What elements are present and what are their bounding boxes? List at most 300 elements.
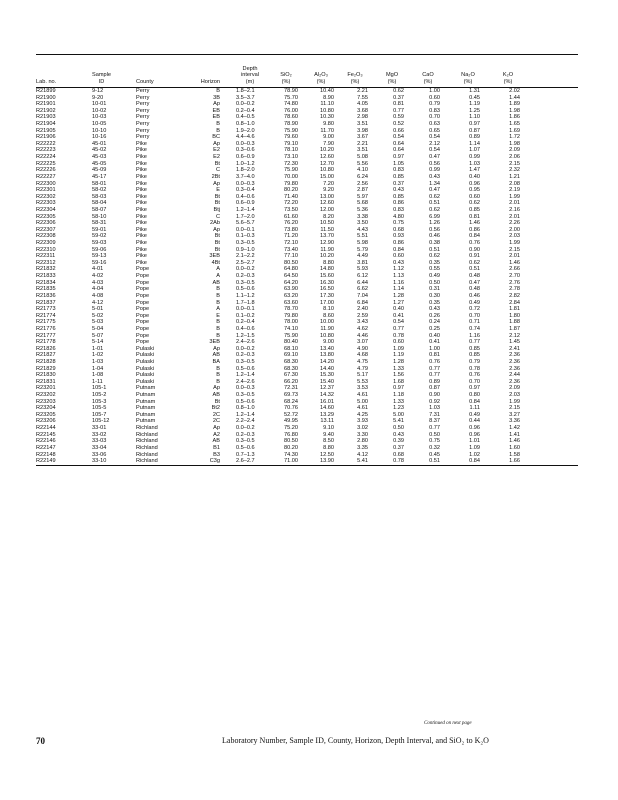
cell-depth: 0.4–0.6 [236, 193, 255, 200]
table-row [36, 313, 578, 320]
cell-mgo: 0.59 [393, 114, 404, 121]
page-number: 70 [36, 736, 45, 746]
continued-note: Continued on next page [424, 721, 472, 726]
cell-sio2: 73.50 [284, 206, 298, 213]
cell-sio2: 74.80 [284, 101, 298, 108]
cell-al2o3: 10.50 [320, 220, 334, 227]
cell-k2o: 2.12 [509, 332, 520, 339]
cell-lab-no: R21902 [36, 107, 56, 114]
cell-depth: 0.3–0.5 [236, 358, 255, 365]
cell-county: Richland [136, 451, 158, 458]
cell-mgo: 0.77 [393, 107, 404, 114]
cell-cao: 0.55 [429, 266, 440, 273]
cell-na2o: 0.62 [469, 259, 480, 266]
cell-sample-id: 45-05 [92, 160, 107, 167]
cell-na2o: 0.84 [469, 233, 480, 240]
cell-lab-no: R21833 [36, 273, 56, 280]
cell-cao: 0.77 [429, 372, 440, 379]
table-row [36, 207, 578, 214]
cell-sample-id: 10-05 [92, 121, 107, 128]
cell-na2o: 0.62 [469, 200, 480, 207]
cell-sample-id: 5-07 [92, 332, 104, 339]
table-row [36, 253, 578, 260]
cell-depth: 0.4–0.6 [236, 325, 255, 332]
cell-al2o3: 9.20 [323, 187, 334, 194]
cell-sample-id: 45-09 [92, 167, 107, 174]
cell-lab-no: R21778 [36, 339, 56, 346]
cell-cao: 0.43 [429, 173, 440, 180]
cell-depth: 1.7–2.0 [236, 213, 255, 220]
table-row [36, 399, 578, 406]
header-county: County [136, 78, 154, 85]
cell-horizon: Bt [214, 398, 220, 405]
cell-k2o: 1.86 [509, 114, 520, 121]
cell-al2o3: 14.20 [320, 358, 334, 365]
cell-county: Pike [136, 173, 147, 180]
cell-sio2: 78.00 [284, 319, 298, 326]
cell-k2o: 1.81 [509, 306, 520, 313]
cell-depth: 0.7–1.3 [236, 451, 255, 458]
cell-cao: 0.51 [429, 200, 440, 207]
cell-cao: 0.65 [429, 127, 440, 134]
cell-mgo: 0.52 [393, 121, 404, 128]
cell-sample-id: 4-04 [92, 286, 104, 293]
cell-horizon: B [216, 332, 220, 339]
cell-lab-no: R21903 [36, 114, 56, 121]
cell-cao: 0.41 [429, 339, 440, 346]
cell-horizon: 3EB [209, 253, 220, 260]
cell-sample-id: 45-17 [92, 173, 107, 180]
cell-cao: 2.12 [429, 140, 440, 147]
cell-depth: 0.3–0.5 [236, 279, 255, 286]
cell-depth: 1.7–1.8 [236, 299, 255, 306]
cell-depth: 0.0–0.2 [236, 266, 255, 273]
cell-lab-no: R22224 [36, 154, 56, 161]
cell-al2o3: 12.50 [320, 451, 334, 458]
cell-depth: 0.3–0.6 [236, 147, 255, 154]
cell-lab-no: R21906 [36, 134, 56, 141]
cell-sample-id: 59-16 [92, 259, 107, 266]
cell-sample-id: 58-04 [92, 200, 107, 207]
cell-k2o: 1.89 [509, 101, 520, 108]
table-row [36, 101, 578, 108]
cell-na2o: 0.48 [469, 273, 480, 280]
cell-cao: 8.37 [429, 418, 440, 425]
cell-k2o: 2.82 [509, 292, 520, 299]
table-row [36, 412, 578, 419]
cell-al2o3: 11.50 [320, 226, 334, 233]
cell-horizon: A [216, 266, 220, 273]
cell-sio2: 66.20 [284, 378, 298, 385]
cell-lab-no: R21827 [36, 352, 56, 359]
cell-na2o: 1.14 [469, 140, 480, 147]
cell-depth: 0.3–0.5 [236, 240, 255, 247]
cell-sio2: 61.60 [284, 213, 298, 220]
cell-fe2o3: 7.04 [357, 292, 368, 299]
cell-horizon: Bt [214, 240, 220, 247]
cell-mgo: 5.00 [393, 411, 404, 418]
cell-county: Pope [136, 286, 150, 293]
cell-county: Pulaski [136, 352, 155, 359]
cell-mgo: 0.40 [393, 306, 404, 313]
cell-cao: 0.89 [429, 378, 440, 385]
cell-cao: 0.79 [429, 101, 440, 108]
cell-k2o: 2.36 [509, 365, 520, 372]
cell-k2o: 2.15 [509, 160, 520, 167]
cell-na2o: 0.81 [469, 213, 480, 220]
cell-cao: 0.51 [429, 458, 440, 465]
cell-depth: 0.1–0.3 [236, 233, 255, 240]
cell-depth: 0.1–0.2 [236, 312, 255, 319]
cell-cao: 0.56 [429, 226, 440, 233]
cell-mgo: 0.78 [393, 332, 404, 339]
cell-fe2o3: 3.50 [357, 220, 368, 227]
cell-depth: 0.8–1.0 [236, 121, 255, 128]
cell-mgo: 0.43 [393, 259, 404, 266]
cell-sio2: 52.72 [284, 411, 298, 418]
cell-al2o3: 8.10 [323, 306, 334, 313]
cell-al2o3: 8.50 [323, 438, 334, 445]
cell-sample-id: 10-10 [92, 127, 107, 134]
cell-sio2: 71.00 [284, 458, 298, 465]
cell-horizon: A [216, 273, 220, 280]
cell-county: Pike [136, 253, 147, 260]
cell-na2o: 0.79 [469, 358, 480, 365]
cell-cao: 7.31 [429, 411, 440, 418]
cell-fe2o3: 6.24 [357, 173, 368, 180]
cell-lab-no: R21830 [36, 372, 56, 379]
cell-lab-no: R21904 [36, 121, 56, 128]
cell-cao: 0.32 [429, 444, 440, 451]
cell-horizon: C [215, 213, 220, 220]
cell-sio2: 64.80 [284, 266, 298, 273]
cell-al2o3: 10.80 [320, 107, 334, 114]
cell-fe2o3: 3.51 [357, 147, 368, 154]
cell-k2o: 1.87 [509, 325, 520, 332]
cell-sio2: 68.10 [284, 345, 298, 352]
cell-k2o: 2.36 [509, 352, 520, 359]
table-row [36, 147, 578, 154]
cell-na2o: 0.74 [469, 325, 480, 332]
cell-mgo: 0.84 [393, 246, 404, 253]
cell-county: Pike [136, 240, 147, 247]
cell-fe2o3: 4.10 [357, 167, 368, 174]
table-row [36, 181, 578, 188]
cell-cao: 0.54 [429, 147, 440, 154]
cell-sample-id: 58-01 [92, 180, 107, 187]
cell-sample-id: 58-03 [92, 193, 107, 200]
cell-cao: 0.81 [429, 352, 440, 359]
cell-mgo: 0.83 [393, 206, 404, 213]
cell-lab-no: R21774 [36, 312, 56, 319]
cell-lab-no: R23203 [36, 398, 56, 405]
cell-cao: 1.03 [429, 405, 440, 412]
cell-horizon: B3 [213, 451, 220, 458]
cell-sample-id: 45-01 [92, 140, 107, 147]
cell-lab-no: R22225 [36, 160, 56, 167]
cell-lab-no: R22300 [36, 180, 56, 187]
cell-sio2: 78.60 [284, 114, 298, 121]
cell-county: Pike [136, 147, 147, 154]
cell-sample-id: 105-1 [92, 385, 107, 392]
cell-county: Pike [136, 233, 147, 240]
table-row [36, 333, 578, 340]
cell-sio2: 64.20 [284, 279, 298, 286]
cell-sample-id: 33-02 [92, 431, 107, 438]
cell-sio2: 73.40 [284, 246, 298, 253]
cell-al2o3: 10.80 [320, 332, 334, 339]
cell-lab-no: R22302 [36, 193, 56, 200]
cell-horizon: EB [212, 107, 220, 114]
cell-al2o3: 8.20 [323, 213, 334, 220]
cell-depth: 0.6–0.9 [236, 200, 255, 207]
table-row [36, 425, 578, 432]
table-row [36, 352, 578, 359]
cell-mgo: 1.27 [393, 299, 404, 306]
cell-cao: 0.38 [429, 240, 440, 247]
cell-lab-no: R22305 [36, 213, 56, 220]
cell-fe2o3: 3.07 [357, 339, 368, 346]
cell-k2o: 1.65 [509, 121, 520, 128]
cell-fe2o3: 7.55 [357, 94, 368, 101]
cell-sample-id: 5-02 [92, 312, 104, 319]
cell-county: Pope [136, 339, 150, 346]
cell-k2o: 2.03 [509, 233, 520, 240]
cell-fe2o3: 5.51 [357, 233, 368, 240]
cell-horizon: 2C [212, 411, 220, 418]
cell-fe2o3: 2.80 [357, 438, 368, 445]
table-row [36, 359, 578, 366]
cell-al2o3: 12.70 [320, 160, 334, 167]
cell-sample-id: 1-03 [92, 358, 104, 365]
cell-county: Pulaski [136, 378, 155, 385]
cell-k2o: 2.16 [509, 206, 520, 213]
cell-na2o: 1.01 [469, 438, 480, 445]
cell-county: Pike [136, 154, 147, 161]
cell-k2o: 2.09 [509, 147, 520, 154]
cell-horizon: AB [212, 438, 220, 445]
cell-na2o: 0.77 [469, 339, 480, 346]
cell-depth: 1.2–1.4 [236, 206, 255, 213]
cell-na2o: 0.96 [469, 425, 480, 432]
cell-horizon: B [216, 88, 220, 94]
cell-k2o: 2.36 [509, 378, 520, 385]
cell-na2o: 0.70 [469, 312, 480, 319]
cell-cao: 1.26 [429, 220, 440, 227]
cell-na2o: 0.46 [469, 292, 480, 299]
cell-cao: 0.31 [429, 286, 440, 293]
cell-sio2: 68.24 [284, 398, 298, 405]
cell-mgo: 0.50 [393, 425, 404, 432]
cell-mgo: 0.60 [393, 339, 404, 346]
table-row [36, 452, 578, 459]
cell-al2o3: 14.40 [320, 365, 334, 372]
cell-lab-no: R21900 [36, 94, 56, 101]
cell-k2o: 2.32 [509, 167, 520, 174]
cell-sio2: 78.10 [284, 147, 298, 154]
cell-depth: 4.4–4.6 [236, 134, 255, 141]
cell-cao: 0.45 [429, 451, 440, 458]
cell-cao: 0.26 [429, 312, 440, 319]
cell-cao: 0.50 [429, 431, 440, 438]
cell-na2o: 0.70 [469, 378, 480, 385]
cell-na2o: 0.49 [469, 411, 480, 418]
cell-horizon: Ap [213, 180, 220, 187]
cell-mgo: 1.14 [393, 286, 404, 293]
cell-lab-no: R21831 [36, 378, 56, 385]
cell-sample-id: 58-07 [92, 206, 107, 213]
cell-sio2: 68.30 [284, 365, 298, 372]
cell-fe2o3: 4.05 [357, 101, 368, 108]
cell-mgo: 5.41 [393, 418, 404, 425]
cell-horizon: Ap [213, 101, 220, 108]
cell-mgo: 1.33 [393, 365, 404, 372]
cell-k2o: 2.66 [509, 266, 520, 273]
cell-county: Pope [136, 299, 150, 306]
cell-lab-no: R21775 [36, 319, 56, 326]
cell-mgo: 0.86 [393, 200, 404, 207]
cell-k2o: 1.41 [509, 431, 520, 438]
cell-mgo: 0.97 [393, 154, 404, 161]
cell-al2o3: 17.00 [320, 299, 334, 306]
cell-sio2: 76.00 [284, 107, 298, 114]
cell-sample-id: 105-3 [92, 398, 107, 405]
cell-sample-id: 9-20 [92, 94, 104, 101]
cell-horizon: Ap [213, 425, 220, 432]
cell-fe2o3: 3.67 [357, 134, 368, 141]
header-fe2o3: Fe₂O₃ (%) [347, 72, 363, 85]
cell-k2o: 2.76 [509, 279, 520, 286]
table-row [36, 114, 578, 121]
cell-sample-id: 9-12 [92, 88, 104, 94]
cell-k2o: 1.46 [509, 259, 520, 266]
cell-al2o3: 7.90 [323, 140, 334, 147]
cell-depth: 2.1–2.2 [236, 253, 255, 260]
cell-lab-no: R22226 [36, 167, 56, 174]
cell-k2o: 2.01 [509, 213, 520, 220]
table-row [36, 141, 578, 148]
cell-depth: 0.2–0.3 [236, 352, 255, 359]
cell-lab-no: R21776 [36, 325, 56, 332]
table-row [36, 339, 578, 346]
cell-al2o3: 16.30 [320, 279, 334, 286]
cell-lab-no: R23206 [36, 418, 56, 425]
cell-county: Pope [136, 292, 150, 299]
table-row [36, 200, 578, 207]
cell-depth: 0.0–0.1 [236, 306, 255, 313]
cell-lab-no: R23204 [36, 405, 56, 412]
cell-k2o: 1.69 [509, 127, 520, 134]
cell-county: Perry [136, 101, 150, 108]
cell-depth: 0.2–0.3 [236, 273, 255, 280]
cell-horizon: Ap [213, 345, 220, 352]
cell-na2o: 0.85 [469, 352, 480, 359]
cell-fe2o3: 5.68 [357, 200, 368, 207]
cell-sio2: 75.70 [284, 94, 298, 101]
cell-al2o3: 8.60 [323, 312, 334, 319]
cell-sample-id: 45-03 [92, 154, 107, 161]
data-table [36, 54, 578, 466]
cell-fe2o3: 5.79 [357, 246, 368, 253]
cell-al2o3: 9.80 [323, 121, 334, 128]
cell-al2o3: 12.90 [320, 240, 334, 247]
cell-fe2o3: 3.93 [357, 418, 368, 425]
cell-na2o: 0.90 [469, 246, 480, 253]
cell-fe2o3: 3.53 [357, 385, 368, 392]
cell-sample-id: 5-01 [92, 306, 104, 313]
cell-k2o: 1.45 [509, 339, 520, 346]
cell-sio2: 71.40 [284, 193, 298, 200]
cell-mgo: 0.41 [393, 312, 404, 319]
cell-k2o: 2.01 [509, 253, 520, 260]
cell-depth: 0.3–0.5 [236, 438, 255, 445]
cell-al2o3: 13.11 [320, 418, 334, 425]
cell-k2o: 2.15 [509, 246, 520, 253]
cell-horizon: EB [212, 114, 220, 121]
cell-cao: 0.47 [429, 187, 440, 194]
cell-k2o: 1.98 [509, 107, 520, 114]
cell-horizon: Bt [214, 233, 220, 240]
cell-fe2o3: 3.38 [357, 213, 368, 220]
cell-k2o: 1.99 [509, 398, 520, 405]
cell-sio2: 77.10 [284, 253, 298, 260]
cell-na2o: 0.51 [469, 266, 480, 273]
cell-sample-id: 45-02 [92, 147, 107, 154]
cell-fe2o3: 2.56 [357, 180, 368, 187]
cell-sio2: 69.10 [284, 352, 298, 359]
cell-depth: 0.2–0.4 [236, 107, 255, 114]
cell-cao: 0.63 [429, 121, 440, 128]
cell-al2o3: 15.30 [320, 372, 334, 379]
cell-sio2: 79.80 [284, 312, 298, 319]
cell-na2o: 0.76 [469, 240, 480, 247]
cell-mgo: 0.43 [393, 187, 404, 194]
cell-fe2o3: 4.12 [357, 451, 368, 458]
table-row [36, 418, 578, 425]
cell-sio2: 73.10 [284, 154, 298, 161]
cell-na2o: 1.19 [469, 101, 480, 108]
cell-sio2: 74.30 [284, 451, 298, 458]
cell-horizon: 4Bt [211, 259, 220, 266]
cell-al2o3: 10.20 [320, 253, 334, 260]
table-row [36, 273, 578, 280]
cell-county: Pope [136, 319, 150, 326]
cell-sio2: 80.50 [284, 438, 298, 445]
cell-depth: 2.6–2.7 [236, 458, 255, 465]
cell-fe2o3: 2.59 [357, 312, 368, 319]
cell-cao: 1.00 [429, 345, 440, 352]
cell-county: Richland [136, 458, 158, 465]
cell-cao: 0.35 [429, 299, 440, 306]
cell-na2o: 0.71 [469, 319, 480, 326]
cell-county: Pike [136, 206, 147, 213]
cell-fe2o3: 3.98 [357, 127, 368, 134]
cell-sio2: 74.10 [284, 325, 298, 332]
cell-k2o: 2.70 [509, 273, 520, 280]
cell-mgo: 0.54 [393, 319, 404, 326]
cell-lab-no: R21773 [36, 306, 56, 313]
cell-k2o: 2.01 [509, 200, 520, 207]
table-row [36, 95, 578, 102]
cell-lab-no: R21832 [36, 266, 56, 273]
cell-horizon: B [216, 292, 220, 299]
cell-sample-id: 4-12 [92, 299, 104, 306]
cell-horizon: B [216, 121, 220, 128]
cell-depth: 0.2–0.3 [236, 431, 255, 438]
cell-al2o3: 12.37 [320, 385, 334, 392]
cell-depth: 1.0–1.2 [236, 160, 255, 167]
cell-sio2: 79.80 [284, 180, 298, 187]
